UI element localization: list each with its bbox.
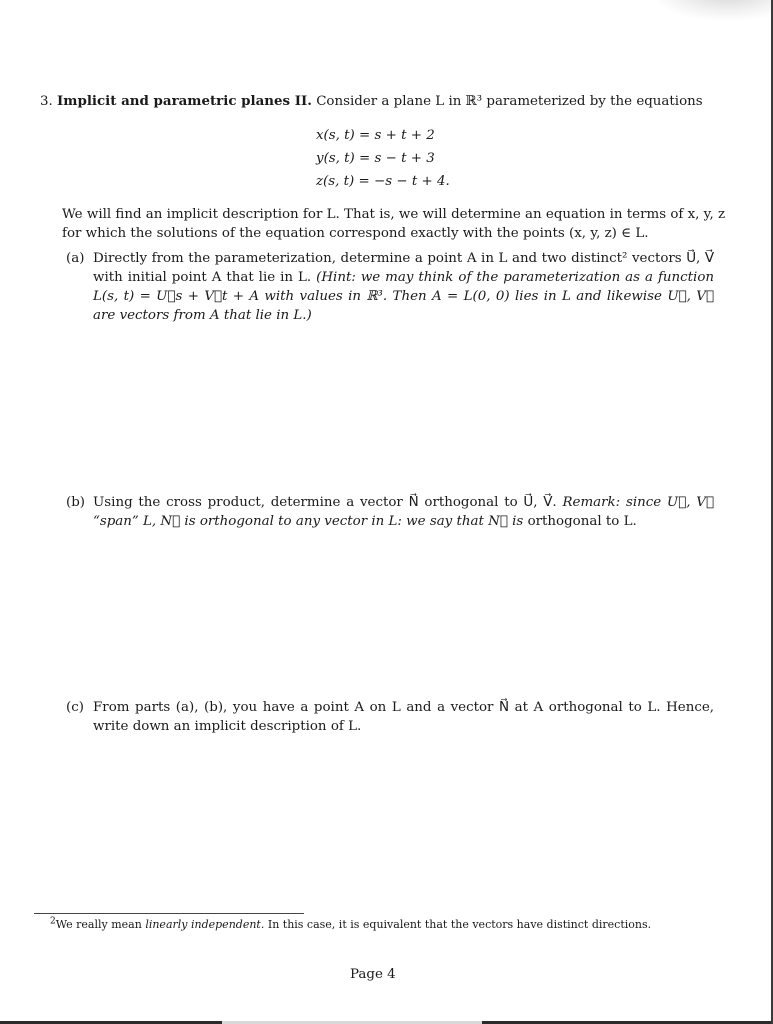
part-b-remark: Remark: since U⃗, V⃗ “span” L, N⃗ is orthogonal to any vector in L: we say that N⃗ is bbox=[93, 495, 714, 529]
equation-y: y(s, t) = s − t + 3 bbox=[316, 151, 435, 166]
implicit-description-intro bbox=[62, 205, 725, 243]
part-a-hint: (Hint: we may think of the parameterization as a function L(s, t) = U⃗s + V⃗t + A with values in ℝ³. Then A = L(0, 0) lies in L and likewise U⃗, V⃗ are vectors from A that lie in L.) bbox=[93, 270, 715, 323]
part-b-remark-end: orthogonal to L. bbox=[527, 514, 637, 529]
footnote-lead: We really mean bbox=[55, 918, 142, 931]
footnote-mark: 2 bbox=[50, 916, 56, 927]
problem-intro: Consider a plane L in ℝ³ parameterized by the equations bbox=[316, 94, 703, 109]
equation-z: z(s, t) = −s − t + 4. bbox=[316, 174, 450, 189]
problem-number: 3. bbox=[40, 94, 53, 109]
footnote-emphasis: linearly independent. bbox=[145, 918, 265, 931]
problem-heading bbox=[40, 92, 703, 111]
part-a-text: Directly from the parameterization, determine a point A in L and two distinct² vectors U⃗, V⃗ with initial point A that lie in L. bbox=[93, 251, 714, 285]
part-c-label: (c) bbox=[66, 700, 84, 715]
intro-line-2: for which the solutions of the equation correspond exactly with the points (x, y, z) ∈ L. bbox=[62, 226, 649, 241]
part-b bbox=[66, 493, 714, 531]
part-a-label: (a) bbox=[66, 251, 85, 266]
problem-title: Implicit and parametric planes II. bbox=[57, 93, 312, 109]
footnote-rule bbox=[34, 913, 304, 914]
part-a bbox=[66, 249, 714, 325]
part-c-text: From parts (a), (b), you have a point A on L and a vector N⃗ at A orthogonal to L. Hence, write down an implicit description of L. bbox=[93, 700, 714, 734]
part-c bbox=[66, 698, 714, 736]
intro-line-1: We will find an implicit description for L. That is, we will determine an equation in terms of x, y, z bbox=[62, 207, 726, 222]
part-b-text: Using the cross product, determine a vector N⃗ orthogonal to U⃗, V⃗. bbox=[93, 495, 557, 510]
footnote bbox=[50, 917, 651, 933]
footnote-rest: In this case, it is equivalent that the vectors have distinct directions. bbox=[267, 918, 652, 931]
part-b-label: (b) bbox=[66, 495, 86, 510]
page-number: Page 4 bbox=[350, 967, 396, 982]
equation-x: x(s, t) = s + t + 2 bbox=[316, 128, 435, 143]
corner-shadow bbox=[653, 0, 773, 20]
